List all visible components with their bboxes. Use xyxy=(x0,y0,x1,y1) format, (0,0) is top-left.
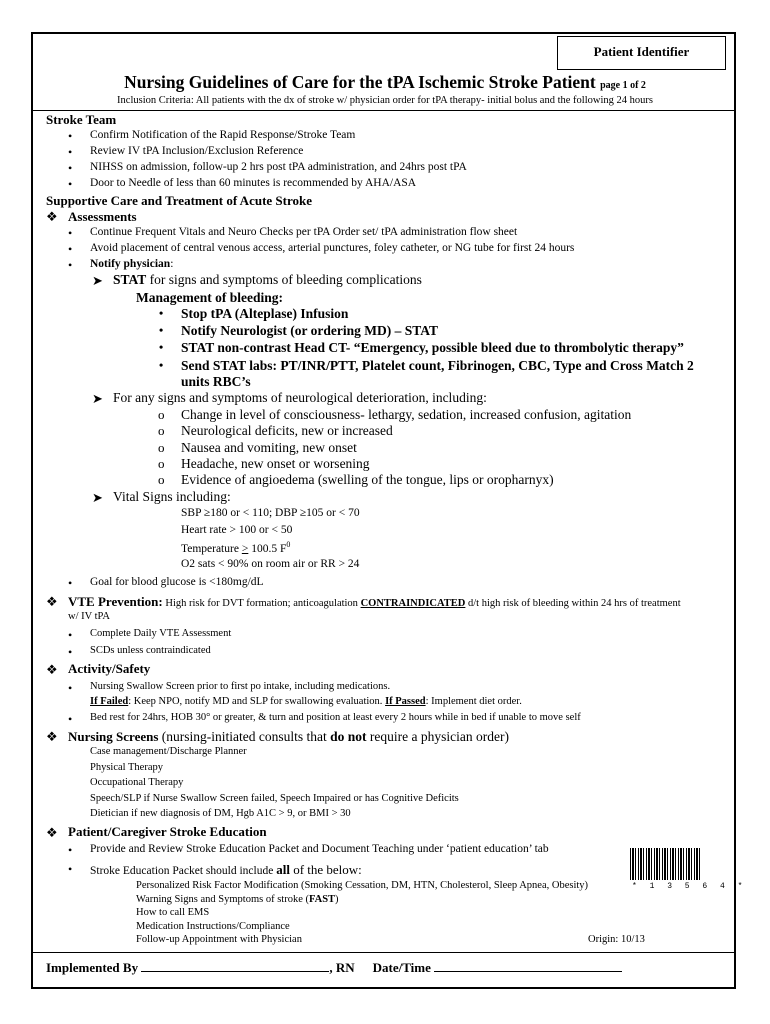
list-item: • Stop tPA (Alteplase) Infusion xyxy=(181,306,348,322)
vte-colon: : xyxy=(158,594,163,609)
contraindicated-label: CONTRAINDICATED xyxy=(360,598,466,609)
list-item: • Send STAT labs: PT/INR/PTT, Platelet count, Fibrinogen, CBC, Type and Cross Match 2 xyxy=(181,358,694,374)
warning-text: Warning Signs and Symptoms of stroke ( xyxy=(136,894,309,905)
list-item: Nausea and vomiting, new onset xyxy=(181,440,357,455)
supportive-care-heading: Supportive Care and Treatment of Acute Stroke xyxy=(46,193,313,208)
notify-physician xyxy=(90,258,173,270)
list-item: Occupational Therapy xyxy=(90,777,184,788)
page-number: page 1 of 2 xyxy=(600,80,646,91)
vte-line xyxy=(68,593,681,611)
list-item: Change in level of consciousness- lethargy, sedation, increased confusion, agitation xyxy=(181,407,632,422)
circle-bullet-icon: o xyxy=(158,407,165,422)
if-passed-text: : Implement diet order. xyxy=(425,696,522,707)
arrow-bullet-icon: ➤ xyxy=(92,273,103,288)
origin-date: Origin: 10/13 xyxy=(588,934,645,945)
arrow-bullet-icon: ➤ xyxy=(92,391,103,406)
temperature-operator: > xyxy=(241,542,249,555)
degree-mark: 0 xyxy=(286,540,291,549)
circle-bullet-icon: o xyxy=(158,423,165,438)
diamond-bullet-icon: ❖ xyxy=(46,825,58,840)
list-item: Evidence of angioedema (swelling of the tongue, lips or oropharnyx) xyxy=(181,472,554,487)
stat-label: STAT xyxy=(113,272,147,287)
footer-divider xyxy=(31,952,736,953)
if-failed-label: If Failed xyxy=(90,696,129,707)
education-heading: Patient/Caregiver Stroke Education xyxy=(68,824,267,839)
fast-close: ) xyxy=(335,894,339,905)
packet-text: Stroke Education Packet should include xyxy=(90,865,277,877)
list-item: How to call EMS xyxy=(136,907,210,918)
barcode-number: * 1 3 5 6 4 * xyxy=(632,882,747,891)
vital-item: O2 sats < 90% on room air or RR > 24 xyxy=(181,558,360,570)
packet-all: all xyxy=(276,862,290,877)
list-item: • Confirm Notification of the Rapid Response/Stroke Team xyxy=(90,129,355,141)
list-item: • Provide and Review Stroke Education Packet and Document Teaching under ‘patient education’ tab xyxy=(90,843,549,855)
notify-colon: : xyxy=(170,258,174,270)
swallow-result-line xyxy=(90,696,522,707)
screens-line xyxy=(68,728,509,746)
if-passed-label: If Passed xyxy=(385,696,426,707)
screens-subtitle: (nursing-initiated consults that xyxy=(158,729,331,744)
barcode-image xyxy=(630,848,700,880)
circle-bullet-icon: o xyxy=(158,456,165,471)
list-item-continued: units RBC’s xyxy=(181,374,251,389)
list-item: Physical Therapy xyxy=(90,762,163,773)
title-text: Nursing Guidelines of Care for the tPA Ischemic Stroke Patient xyxy=(124,72,596,92)
diamond-bullet-icon: ❖ xyxy=(46,729,58,744)
implemented-by-field[interactable] xyxy=(141,971,329,972)
vte-text-3: w/ IV tPA xyxy=(68,611,111,622)
list-item: Follow-up Appointment with Physician xyxy=(136,934,302,945)
activity-heading: Activity/Safety xyxy=(68,661,151,676)
list-item: • Door to Needle of less than 60 minutes is recommended by AHA/ASA xyxy=(90,177,416,189)
list-item: • STAT non-contrast Head CT- “Emergency, possible bleed due to thrombolytic therapy” xyxy=(181,340,684,356)
list-item: Personalized Risk Factor Modification (Smoking Cessation, DM, HTN, Cholesterol, Sleep Apnea, Obesity) xyxy=(136,880,589,891)
list-item: Headache, new onset or worsening xyxy=(181,456,370,471)
list-item: • Goal for blood glucose is <180mg/dL xyxy=(90,576,264,588)
screens-heading: Nursing Screens xyxy=(68,729,159,744)
fast-label: FAST xyxy=(308,894,336,905)
packet-text-2: of the below: xyxy=(289,862,362,877)
vital-item: Heart rate > 100 or < 50 xyxy=(181,524,293,536)
list-item: • Notify Neurologist (or ordering MD) – STAT xyxy=(181,323,438,339)
circle-bullet-icon: o xyxy=(158,440,165,455)
stroke-team-heading: Stroke Team xyxy=(46,112,117,127)
vte-text-2: d/t high risk of bleeding within 24 hrs of treatment xyxy=(465,598,681,609)
implemented-by-label: Implemented By xyxy=(46,960,139,975)
list-item: Dietician if new diagnosis of DM, Hgb A1C > 9, or BMI > 30 xyxy=(90,808,351,819)
inclusion-criteria: Inclusion Criteria: All patients with the dx of stroke w/ physician order for tPA therapy- initial bolus and the following 24 hours xyxy=(117,95,653,106)
notify-label: Notify physician xyxy=(90,258,171,270)
vital-item-temperature xyxy=(181,540,290,555)
diamond-bullet-icon: ❖ xyxy=(46,594,58,609)
vitals-heading: Vital Signs including: xyxy=(113,489,231,504)
if-failed-text: : Keep NPO, notify MD and SLP for swallowing evaluation. xyxy=(128,696,386,707)
list-item: Medication Instructions/Compliance xyxy=(136,921,290,932)
list-item: • Review IV tPA Inclusion/Exclusion Reference xyxy=(90,145,303,157)
list-item: • Nursing Swallow Screen prior to first po intake, including medications. xyxy=(90,681,390,692)
list-item: • Continue Frequent Vitals and Neuro Checks per tPA Order set/ tPA administration flow sheet xyxy=(90,226,517,238)
patient-identifier-box: Patient Identifier xyxy=(557,36,726,70)
list-item: • NIHSS on admission, follow-up 2 hrs post tPA administration, and 24hrs post tPA xyxy=(90,161,467,173)
assessments-heading: Assessments xyxy=(68,209,137,224)
page-title xyxy=(0,72,770,93)
list-item: Speech/SLP if Nurse Swallow Screen failed, Speech Impaired or has Cognitive Deficits xyxy=(90,793,459,804)
footer-signature xyxy=(46,960,622,976)
management-heading: Management of bleeding: xyxy=(136,290,283,305)
list-item: • SCDs unless contraindicated xyxy=(90,645,211,656)
list-item: • Bed rest for 24hrs, HOB 30° or greater, & turn and position at least every 2 hours while in bed if unable to move self xyxy=(90,712,581,723)
neuro-heading: For any signs and symptoms of neurological deterioration, including: xyxy=(113,390,487,405)
rn-label: , RN xyxy=(329,960,355,975)
list-item-warning-signs xyxy=(136,894,339,905)
list-item: • Complete Daily VTE Assessment xyxy=(90,628,231,639)
temperature-value: 100.5 F xyxy=(248,542,287,555)
list-item: • Avoid placement of central venous access, arterial punctures, foley catheter, or NG tube for first 24 hours xyxy=(90,242,574,254)
vte-text: High risk for DVT formation; anticoagulation xyxy=(162,598,361,609)
screens-subtitle-2: require a physician order) xyxy=(366,729,509,744)
list-item-packet xyxy=(90,862,362,878)
diamond-bullet-icon: ❖ xyxy=(46,662,58,677)
header-divider xyxy=(31,110,736,111)
stat-bleeding-line xyxy=(113,272,422,288)
vital-item: SBP ≥180 or < 110; DBP ≥105 or < 70 xyxy=(181,507,360,519)
vte-heading: VTE Prevention xyxy=(68,594,159,609)
circle-bullet-icon: o xyxy=(158,472,165,487)
list-item: Case management/Discharge Planner xyxy=(90,746,247,757)
screens-subtitle-bold: do not xyxy=(330,729,367,744)
diamond-bullet-icon: ❖ xyxy=(46,209,58,224)
arrow-bullet-icon: ➤ xyxy=(92,490,103,505)
temperature-label: Temperature xyxy=(181,542,242,555)
date-time-field[interactable] xyxy=(434,971,622,972)
list-item: Neurological deficits, new or increased xyxy=(181,423,393,438)
stat-text: for signs and symptoms of bleeding complications xyxy=(146,272,422,287)
date-time-label: Date/Time xyxy=(372,960,431,975)
